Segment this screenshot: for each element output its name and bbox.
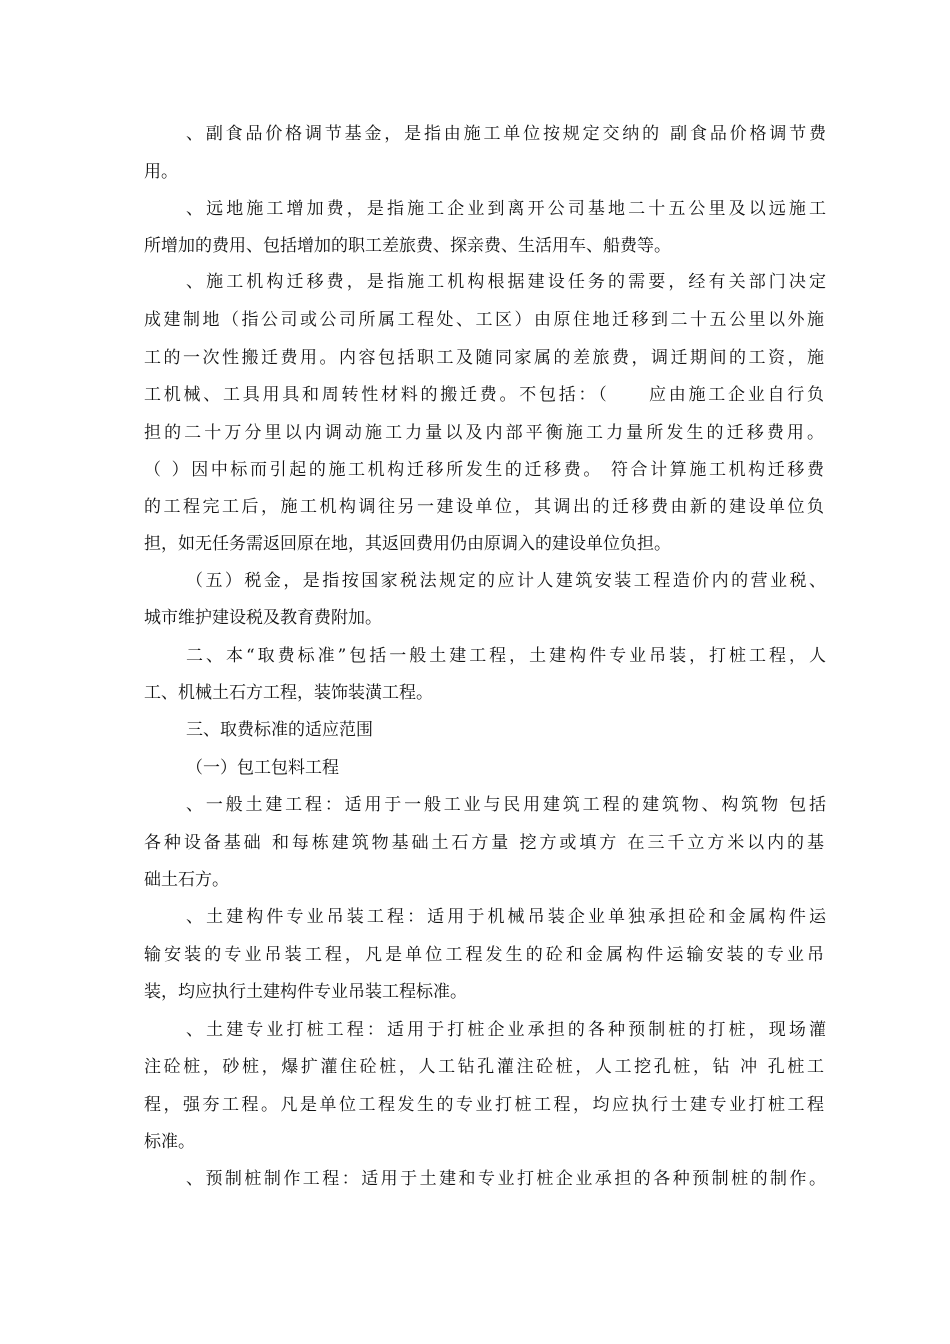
text-line: 、土建专业打桩工程：适用于打桩企业承担的各种预制桩的打桩，现场灌 (186, 1020, 826, 1040)
text-line: 担的二十万分里以内调动施工力量以及内部平衡施工力量所发生的迁移费用。 (144, 423, 824, 443)
text-line: 、预制桩制作工程：适用于土建和专业打桩企业承担的各种预制桩的制作。 (186, 1169, 826, 1189)
text-line: 工机械、工具用具和周转性材料的搬迁费。不包括：（ 应由施工企业自行负 (144, 385, 824, 405)
text-line: 成建制地（指公司或公司所属工程处、工区）由原住地迁移到二十五公里以外施 (144, 310, 824, 330)
text-line: 工的一次性搬迁费用。内容包括职工及随同家属的差旅费，调迁期间的工资，施 (144, 348, 824, 368)
text-line: 二、本“取费标准”包括一般土建工程，土建构件专业吊装，打桩工程，人 (186, 646, 826, 666)
text-line: 、土建构件专业吊装工程：适用于机械吊装企业单独承担砼和金属构件运 (186, 907, 826, 927)
text-line: 装，均应执行土建构件专业吊装工程标准。 (144, 982, 467, 1002)
text-line: 用。 (144, 162, 178, 182)
text-line: 输安装的专业吊装工程，凡是单位工程发生的砼和金属构件运输安装的专业吊 (144, 945, 824, 965)
text-line: 程，强夯工程。凡是单位工程发生的专业打桩工程，均应执行士建专业打桩工程 (144, 1095, 824, 1115)
text-line: 标准。 (144, 1132, 195, 1152)
text-line: 担，如无任务需返回原在地，其返回费用仍由原调入的建设单位负担。 (144, 534, 671, 554)
text-line: 、副食品价格调节基金，是指由施工单位按规定交纳的 副食品价格调节费 (186, 124, 826, 144)
text-line: 城市维护建设税及教育费附加。 (144, 608, 382, 628)
text-line: 各种设备基础 和每栋建筑物基础土石方量 挖方或填方 在三千立方米以内的基 (144, 833, 824, 853)
text-line: 工、机械土石方工程，装饰装潢工程。 (144, 683, 433, 703)
text-line: 、一般土建工程：适用于一般工业与民用建筑工程的建筑物、构筑物 包括 (186, 795, 826, 815)
section-heading: （一）包工包料工程 (186, 758, 339, 778)
text-line: 注砼桩，砂桩，爆扩灌住砼桩，人工钻孔灌注砼桩，人工挖孔桩，钻 冲 孔桩工 (144, 1057, 824, 1077)
text-line: 、远地施工增加费，是指施工企业到离开公司基地二十五公里及以远施工 (186, 199, 826, 219)
text-line: 的工程完工后，施工机构调往另一建设单位，其调出的迁移费由新的建设单位负 (144, 497, 824, 517)
text-line: 础土石方。 (144, 870, 229, 890)
text-line: 、施工机构迁移费，是指施工机构根据建设任务的需要，经有关部门决定 (186, 272, 826, 292)
text-line: （ ）因中标而引起的施工机构迁移所发生的迁移费。 符合计算施工机构迁移费 (144, 460, 824, 480)
text-line: （五）税金，是指按国家税法规定的应计人建筑安装工程造价内的营业税、 (186, 571, 826, 591)
text-line: 所增加的费用、包括增加的职工差旅费、探亲费、生活用车、船费等。 (144, 236, 671, 256)
section-heading: 三、取费标准的适应范围 (186, 720, 373, 740)
